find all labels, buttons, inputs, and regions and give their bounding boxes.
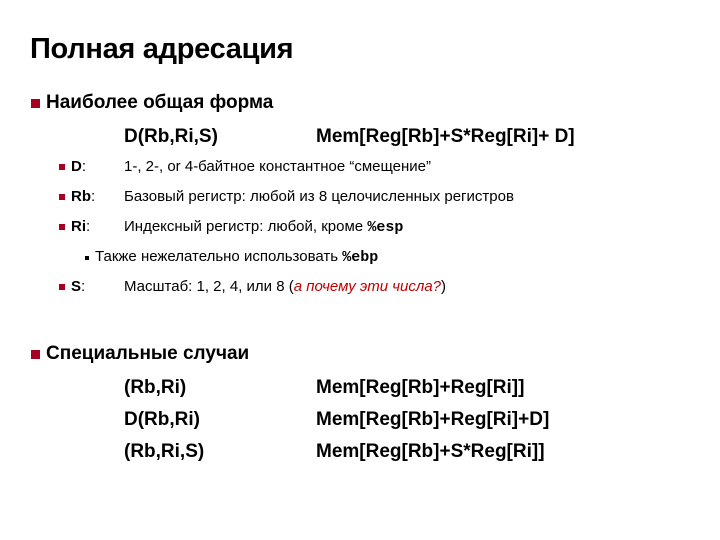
- sub-bullet-icon: [59, 194, 65, 200]
- general-form-syntax: D(Rb,Ri,S): [124, 126, 218, 147]
- ebp-register-code: %ebp: [342, 249, 379, 266]
- term-colon: :: [81, 278, 86, 295]
- term-label: Ri: [71, 218, 86, 235]
- item-d-desc: 1-, 2-, or 4-байтное константное “смещение”: [124, 158, 432, 175]
- ri-register-code: %esp: [367, 219, 404, 236]
- ri-desc-text: Индексный регистр: любой, кроме: [124, 218, 368, 235]
- special-row-1-meaning: Mem[Reg[Rb]+Reg[Ri]]: [316, 377, 525, 398]
- special-row-3-meaning: Mem[Reg[Rb]+S*Reg[Ri]]: [316, 441, 545, 462]
- s-desc-text: Масштаб: 1, 2, 4, или 8 (: [124, 278, 294, 295]
- bullet-square-icon: [31, 350, 40, 359]
- term-colon: :: [81, 158, 87, 175]
- bullet-square-icon: [31, 99, 40, 108]
- sub-bullet-icon: [59, 224, 65, 230]
- s-close-paren: ): [441, 278, 447, 295]
- sub-bullet-icon: [59, 164, 65, 170]
- general-heading: Наиболее общая форма: [46, 92, 274, 113]
- special-row-2-syntax: D(Rb,Ri): [124, 409, 200, 430]
- item-s-desc: [124, 278, 446, 295]
- item-ri-desc: [124, 218, 403, 236]
- special-heading: Специальные случаи: [46, 343, 250, 364]
- item-d-term: [71, 158, 86, 175]
- term-colon: :: [91, 188, 96, 205]
- general-form-meaning: Mem[Reg[Rb]+S*Reg[Ri]+ D]: [316, 126, 575, 147]
- special-row-3-syntax: (Rb,Ri,S): [124, 441, 205, 462]
- sub-bullet-icon: [59, 284, 65, 290]
- sub-sub-bullet-icon: [85, 256, 89, 260]
- term-label: D: [71, 158, 82, 175]
- item-rb-desc: Базовый регистр: любой из 8 целочисленных регистров: [124, 188, 514, 205]
- term-label: S: [71, 278, 82, 295]
- term-label: Rb: [71, 188, 91, 205]
- special-row-2-meaning: Mem[Reg[Rb]+Reg[Ri]+D]: [316, 409, 550, 430]
- subitem-text: Также нежелательно использовать: [95, 248, 343, 265]
- s-question-note: а почему эти числа?: [293, 278, 442, 295]
- subitem-ebp: [95, 248, 378, 266]
- item-s-term: [71, 278, 85, 295]
- special-row-1-syntax: (Rb,Ri): [124, 377, 187, 398]
- item-rb-term: [71, 188, 95, 205]
- item-ri-term: [71, 218, 90, 235]
- term-colon: :: [86, 218, 91, 235]
- slide-title: Полная адресация: [30, 33, 294, 65]
